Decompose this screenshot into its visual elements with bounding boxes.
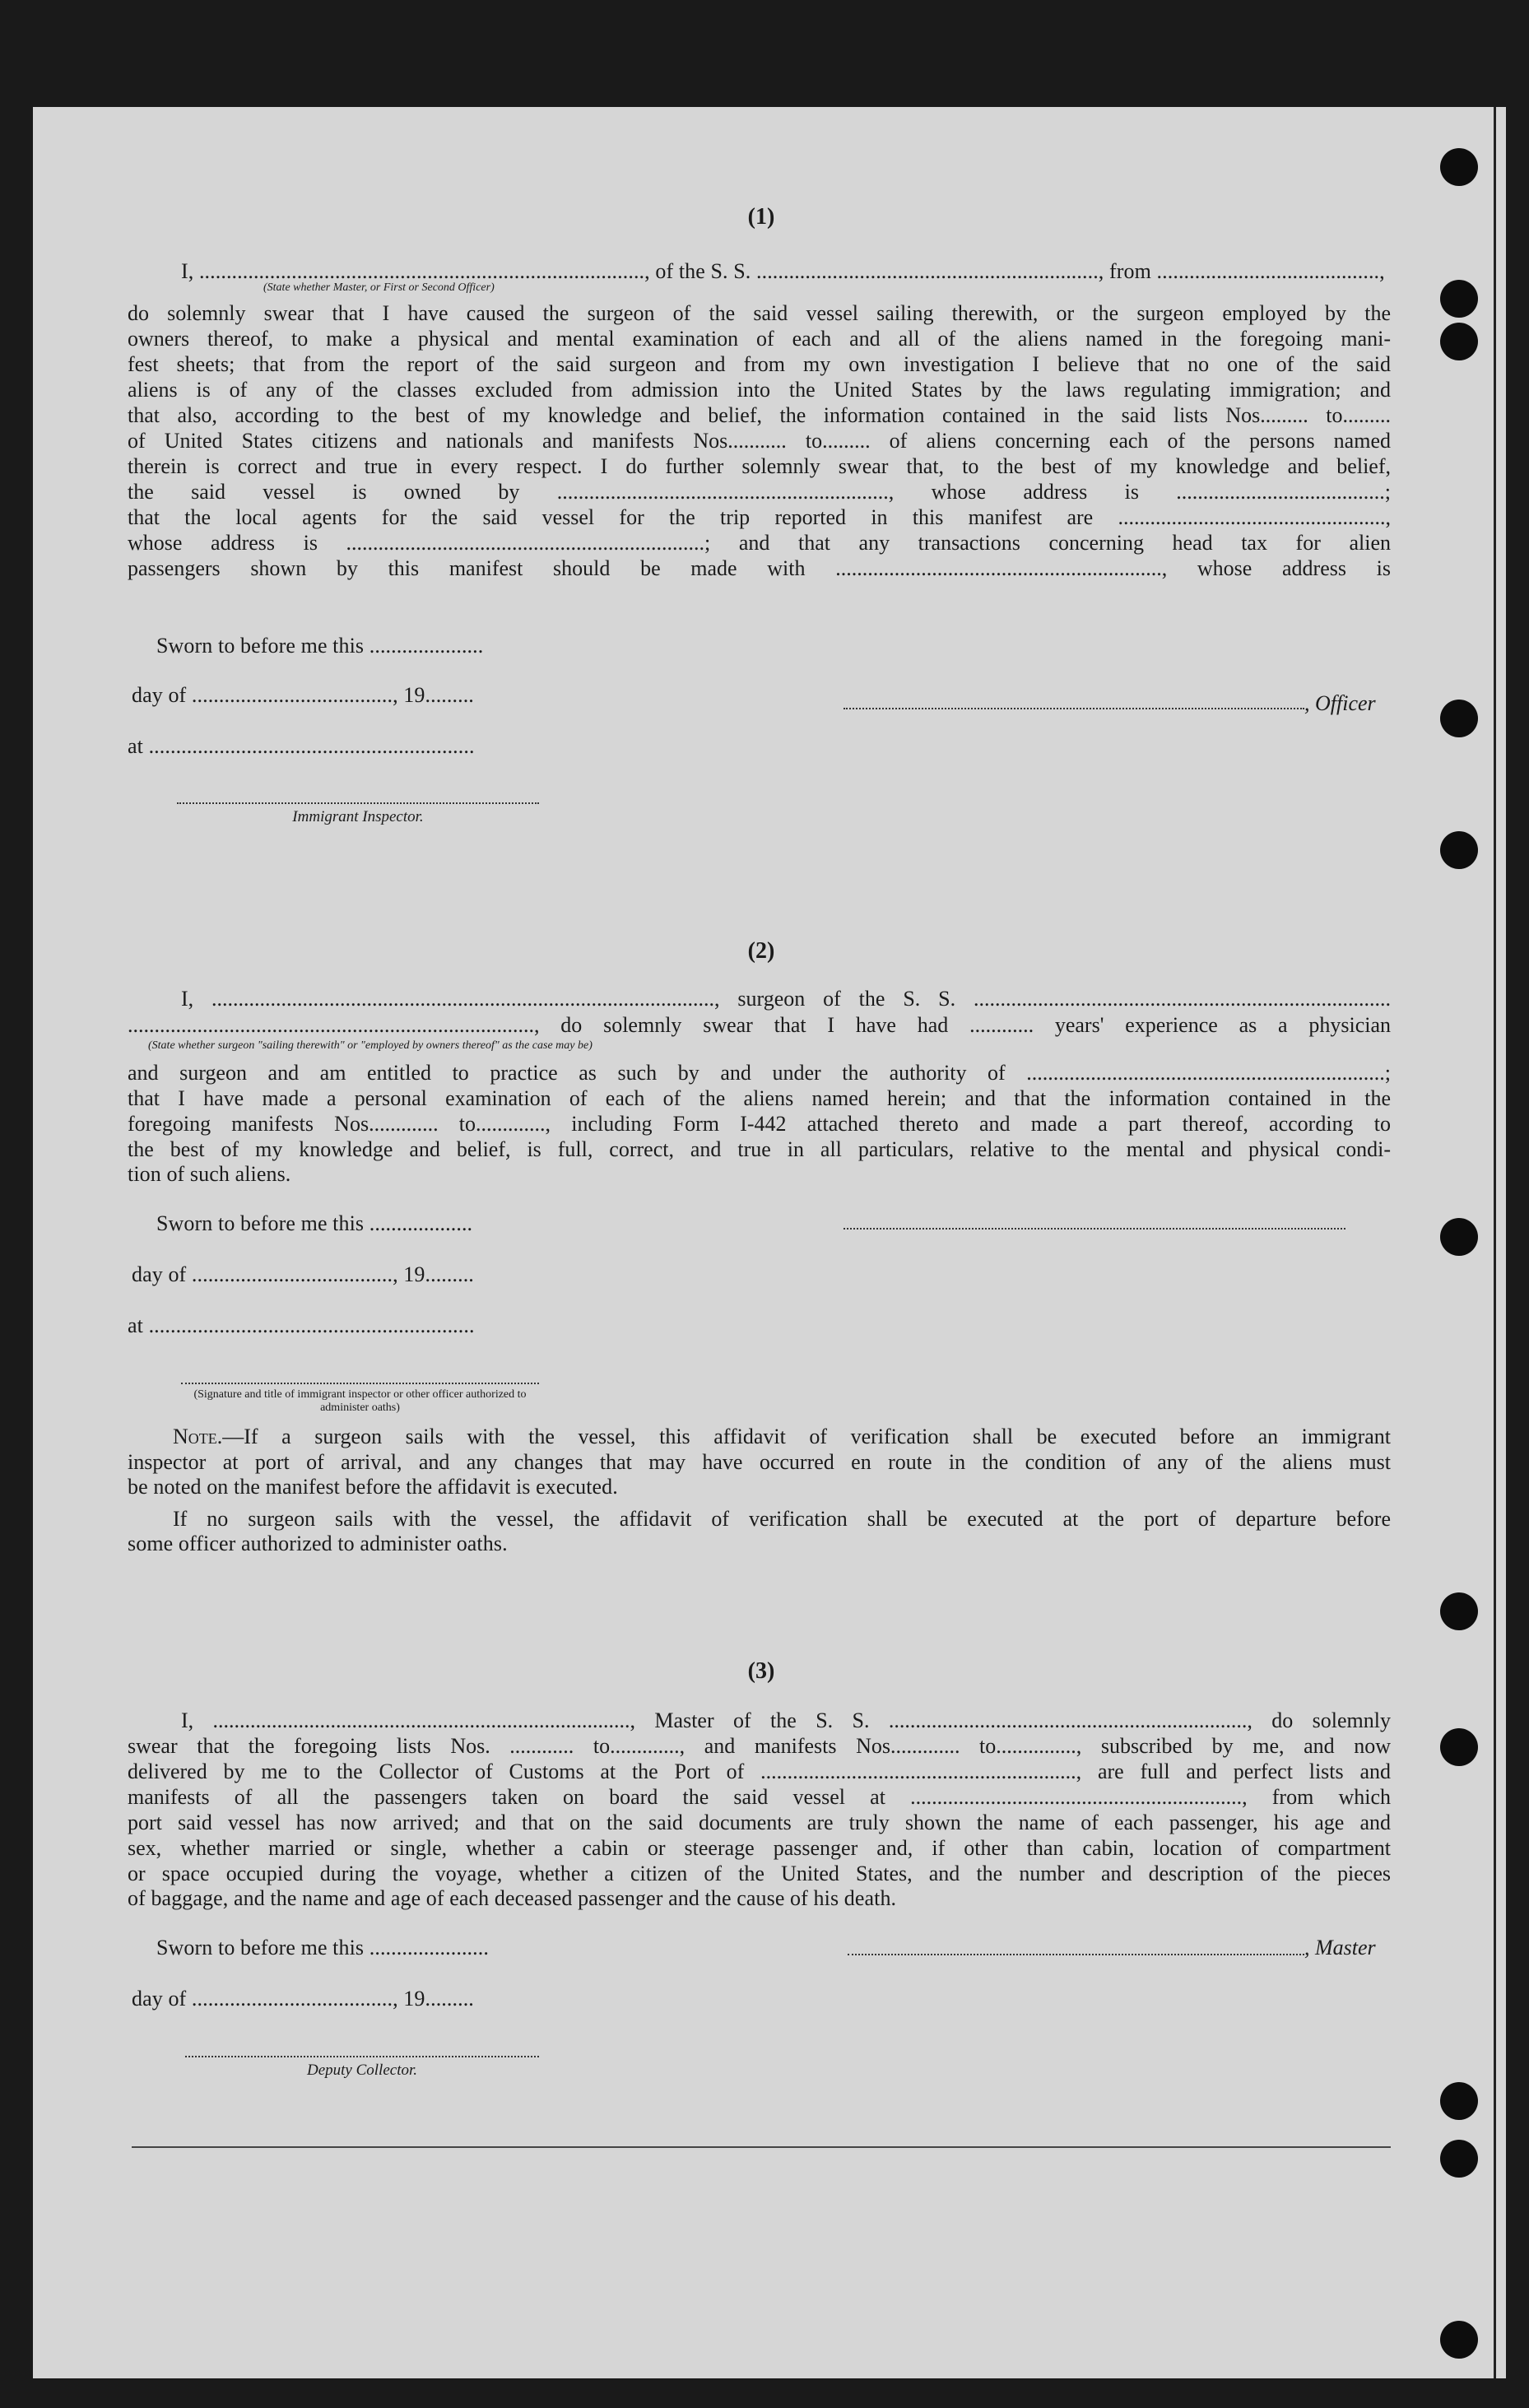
note-line: inspector at port of arrival, and any changes that may have occurred en route in the condition of any of the aliens must (128, 1450, 1391, 1474)
bottom-rule (132, 2146, 1391, 2148)
surgeon-note: (State whether surgeon "sailing therewith" or "employed by owners thereof" as the case may be) (148, 1039, 593, 1052)
note-text: —If a surgeon sails with the vessel, this affidavit of verification shall be executed before an immigrant (222, 1425, 1391, 1448)
section-2-line: ............................................................................, do solemnly swear that I have had ............ years' experience as a physician (128, 1013, 1391, 1037)
section-1-oath-line: of United States citizens and nationals and manifests Nos........... to......... of aliens concerning each of the persons named (128, 429, 1391, 453)
section-3-line: manifests of all the passengers taken on board the said vessel at .............................................................., from which (128, 1785, 1391, 1809)
section-2-line: I, .............................................................................................., surgeon of the S. S. .............................................................................. (181, 987, 1391, 1011)
section-1-oath-line: therein is correct and true in every respect. I do further solemnly swear that, to the best of my knowledge and belief, (128, 454, 1391, 478)
page-edge (1494, 107, 1496, 2378)
master-label: , Master (1304, 1936, 1376, 1959)
section-1-day-label: day of ....................................., 19......... (132, 683, 474, 707)
section-3-line: swear that the foregoing lists Nos. ............ to............., and manifests Nos............. to..............., subscribed by me, and now (128, 1734, 1391, 1758)
binder-hole (1440, 323, 1478, 360)
section-1-oath-line: do solemnly swear that I have caused the surgeon of the said vessel sailing therewith, or the surgeon employed by the (128, 301, 1391, 325)
immigrant-inspector-caption: Immigrant Inspector. (292, 808, 424, 825)
section-1-oath-line: fest sheets; that from the report of the said surgeon and from my own investigation I believe that no one of the said (128, 352, 1391, 376)
section-2-body-line: foregoing manifests Nos............. to............., including Form I-442 attached thereto and made a part thereof, according to (128, 1112, 1391, 1136)
section-2-number: (2) (747, 938, 775, 964)
section-2-sworn-label: Sworn to before me this ................... (156, 1211, 473, 1235)
binder-hole (1440, 700, 1478, 737)
section-3-line: of baggage, and the name and age of each deceased passenger and the cause of his death. (128, 1886, 897, 1910)
binder-hole (1440, 1728, 1478, 1766)
inspector-signature-line (181, 1383, 539, 1384)
section-3-number: (3) (747, 1658, 775, 1684)
section-2-body-line: tion of such aliens. (128, 1162, 291, 1186)
binder-hole (1440, 831, 1478, 869)
note-line: some officer authorized to administer oaths. (128, 1532, 508, 1555)
section-3-line: sex, whether married or single, whether a cabin or steerage passenger and, if other than cabin, location of compartment (128, 1836, 1391, 1860)
section-3-line: I, .............................................................................., Master of the S. S. ..................................................................., do solemnly (181, 1708, 1391, 1732)
section-1-at-label: at ............................................................ (128, 734, 475, 758)
section-2-body-line: and surgeon and am entitled to practice as such by and under the authority of ...................................................................; (128, 1061, 1391, 1085)
officer-label: , Officer (1304, 691, 1376, 715)
section-3-sworn-label: Sworn to before me this ...................... (156, 1936, 489, 1959)
binder-hole (1440, 2140, 1478, 2178)
note-line (173, 1424, 1391, 1449)
binder-hole (1440, 280, 1478, 318)
collector-signature-line (185, 2056, 539, 2057)
section-3-line: port said vessel has now arrived; and that on the said documents are truly shown the name of each passenger, his age and (128, 1811, 1391, 1834)
note-head: Note. (173, 1425, 223, 1448)
binder-hole (1440, 2082, 1478, 2120)
master-signature-line (848, 1954, 1304, 1955)
section-3-line: delivered by me to the Collector of Customs at the Port of ..........................................................., are full and perfect lists and (128, 1760, 1391, 1783)
section-2-day-label: day of ....................................., 19......... (132, 1262, 474, 1286)
surgeon-signature-line (844, 1228, 1345, 1230)
section-1-oath-line: that the local agents for the said vessel for the trip reported in this manifest are .................................................., (128, 505, 1391, 529)
section-1-oath-line: owners thereof, to make a physical and mental examination of each and all of the aliens named in the foregoing mani- (128, 327, 1391, 351)
section-2-at-label: at ............................................................ (128, 1313, 475, 1337)
binder-hole (1440, 2321, 1478, 2359)
inspector-signature-line (177, 802, 539, 804)
officer-signature-line (844, 708, 1304, 709)
section-1-oath-line: passengers shown by this manifest should be made with ............................................................., whose address is (128, 556, 1391, 580)
note-line: be noted on the manifest before the affidavit is executed. (128, 1475, 618, 1499)
section-3-line: or space occupied during the voyage, whether a citizen of the United States, and the number and description of the pieces (128, 1862, 1391, 1885)
section-2-body-line: that I have made a personal examination of each of the aliens named herein; and that the information contained in the (128, 1086, 1391, 1110)
note-line: If no surgeon sails with the vessel, the affidavit of verification shall be executed at the port of departure before (173, 1507, 1391, 1531)
master-note: (State whether Master, or First or Second Officer) (263, 281, 495, 294)
section-3-day-label: day of ....................................., 19......... (132, 1987, 474, 2011)
section-1-oath-line: the said vessel is owned by .............................................................., whose address is .......................................; (128, 480, 1391, 504)
section-1-oath-line: aliens is of any of the classes excluded from admission into the United States by the laws regulating immigration; and (128, 378, 1391, 402)
binder-hole (1440, 148, 1478, 186)
section-2-body-line: the best of my knowledge and belief, is full, correct, and true in all particulars, relative to the mental and physical condi- (128, 1137, 1391, 1161)
manifest-page (33, 107, 1506, 2378)
section-1-oath-line: whose address is ...................................................................; and that any transactions concerning head tax for alien (128, 531, 1391, 555)
signature-title-caption: (Signature and title of immigrant inspector or other officer authorized to administer oaths) (193, 1388, 527, 1414)
section-1-oath-line: I, .................................................................................., of the S. S. ..............................................................., from ........................................., (181, 259, 1385, 283)
binder-hole (1440, 1592, 1478, 1630)
section-1-number: (1) (747, 204, 775, 230)
section-1-oath-line: that also, according to the best of my knowledge and belief, the information contained in the said lists Nos......... to......... (128, 403, 1391, 427)
binder-hole (1440, 1218, 1478, 1256)
deputy-collector-caption: Deputy Collector. (306, 2062, 418, 2079)
section-1-sworn-label: Sworn to before me this ..................... (156, 634, 484, 658)
